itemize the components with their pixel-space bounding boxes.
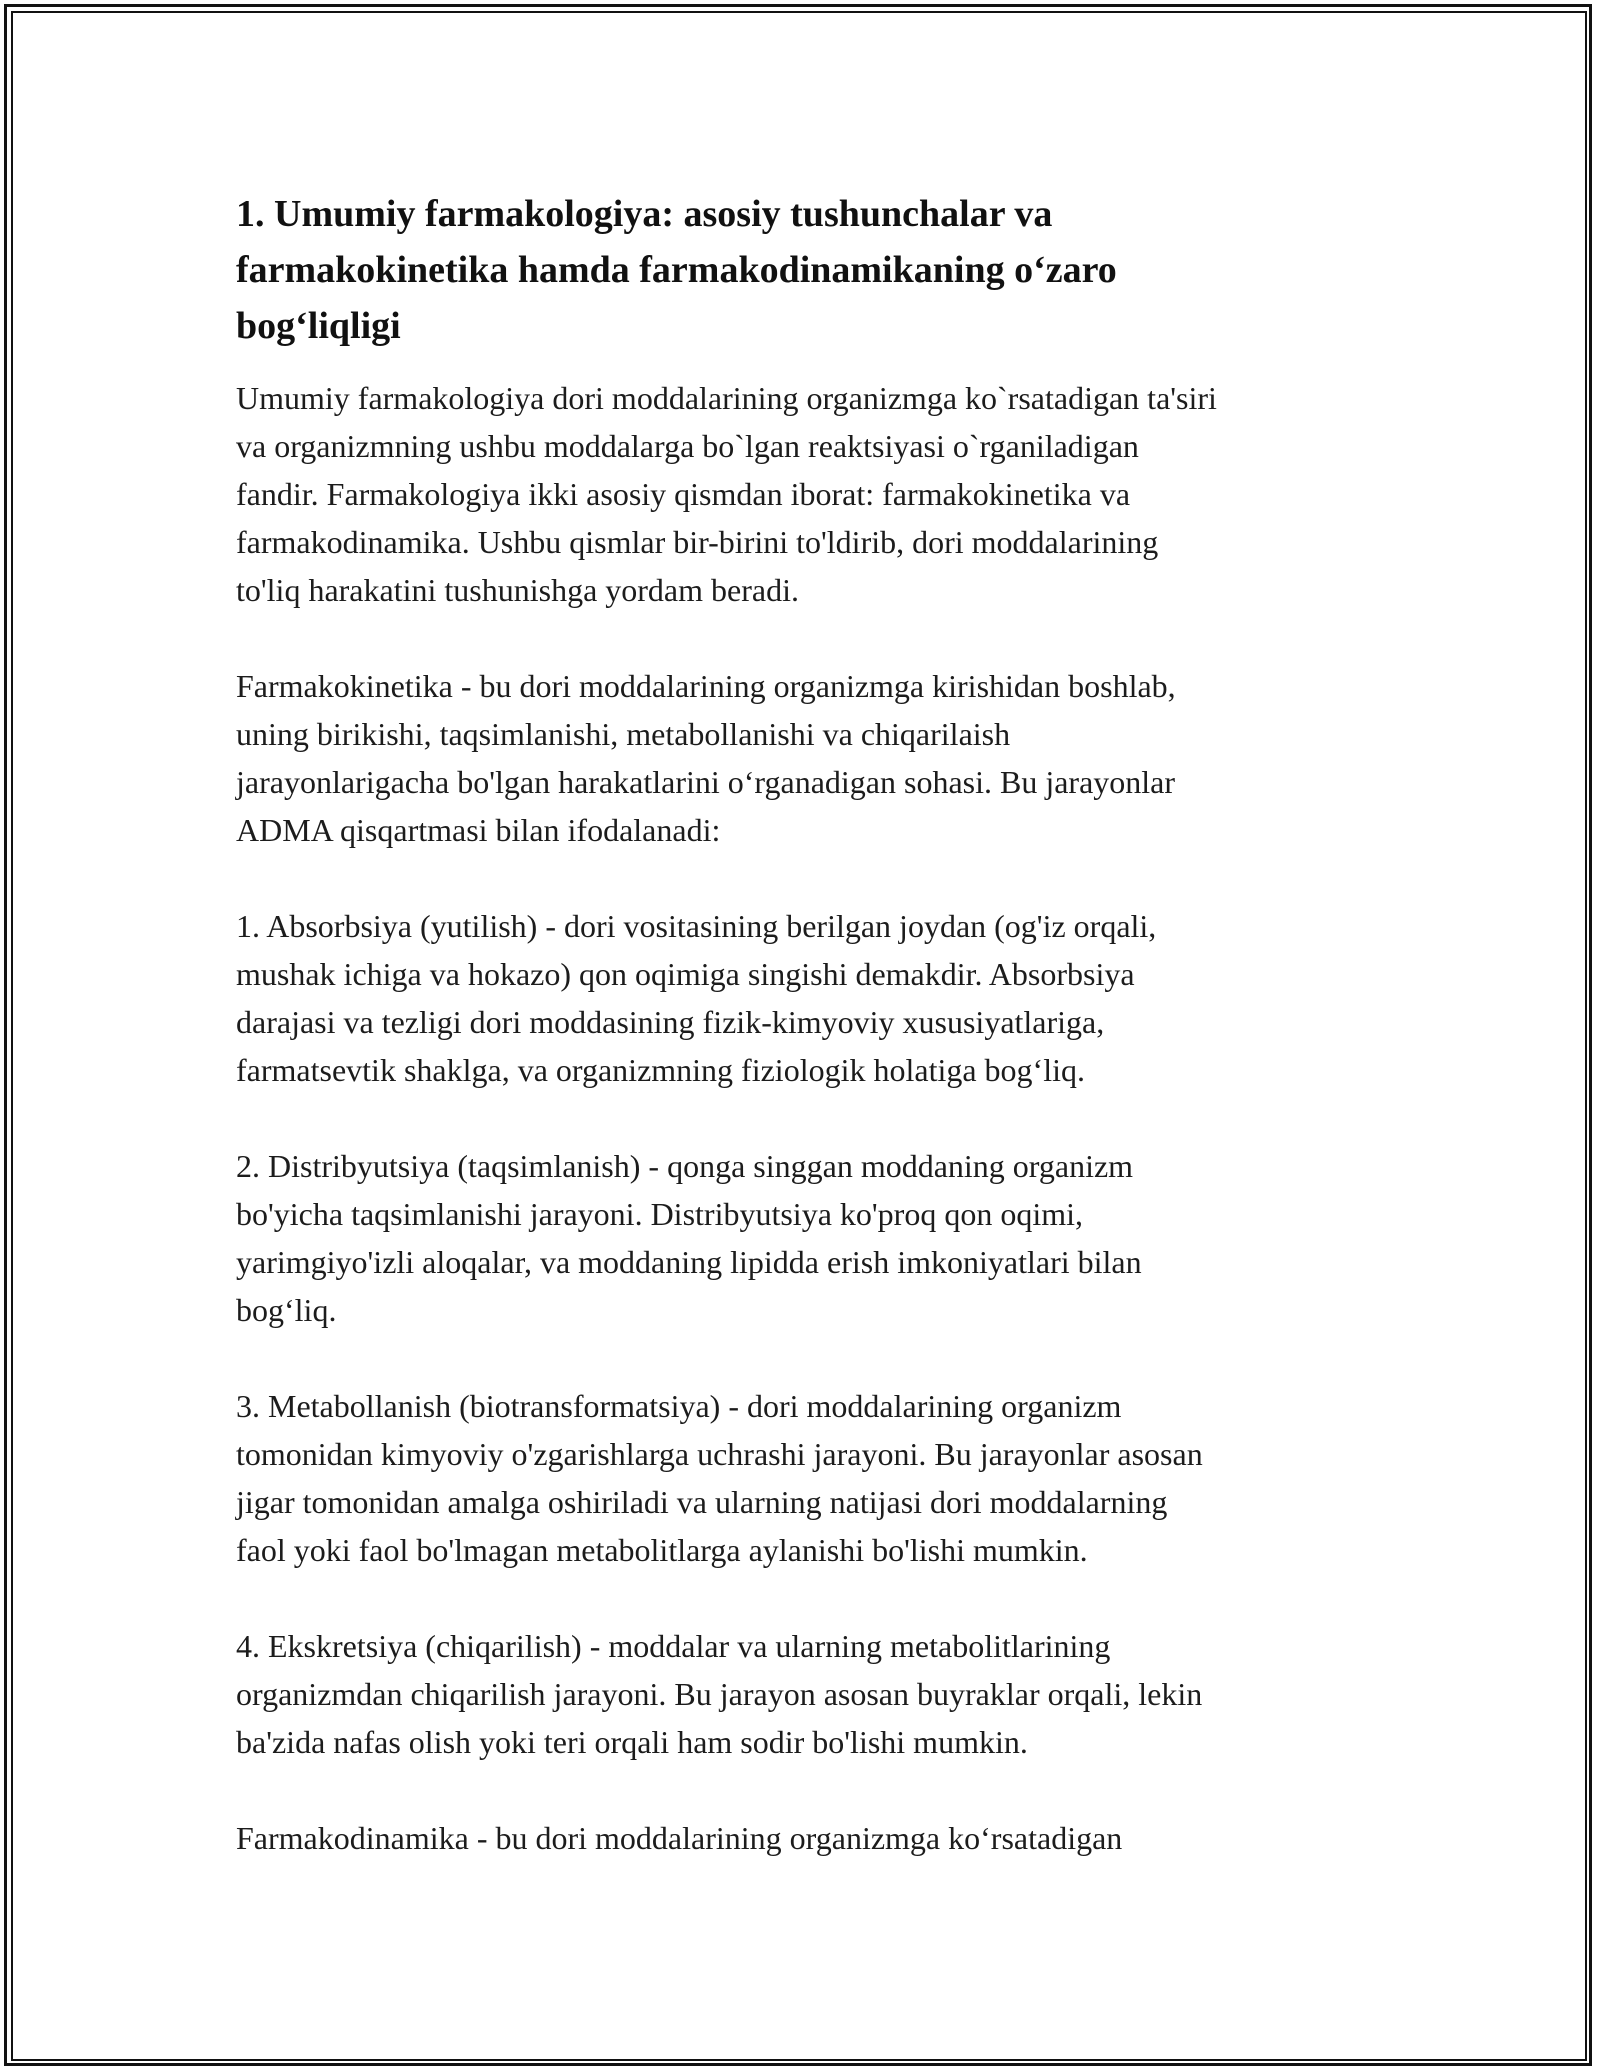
paragraph-line: tomonidan kimyoviy o'zgarishlarga uchrashi jarayoni. Bu jarayonlar asosan (236, 1436, 1203, 1472)
paragraph-line: yarimgiyo'izli aloqalar, va moddaning lipidda erish imkoniyatlari bilan (236, 1244, 1142, 1280)
paragraph-line: darajasi va tezligi dori moddasining fizik-kimyoviy xususiyatlariga, (236, 1004, 1105, 1040)
paragraph-line: ADMA qisqartmasi bilan ifodalanadi: (236, 812, 721, 848)
paragraph-line: jarayonlarigacha bo'lgan harakatlarini o‘rganadigan sohasi. Bu jarayonlar (236, 764, 1176, 800)
paragraph-line: uning birikishi, taqsimlanishi, metabollanishi va chiqarilaish (236, 716, 1011, 752)
paragraph-line: jigar tomonidan amalga oshiriladi va ularning natijasi dori moddalarning (236, 1484, 1168, 1520)
paragraph-line: 1. Absorbsiya (yutilish) - dori vositasining berilgan joydan (og'iz orqali, (236, 908, 1157, 944)
paragraph-intro (236, 374, 1366, 614)
paragraph-line: 3. Metabollanish (biotransformatsiya) - dori moddalarining organizm (236, 1388, 1122, 1424)
paragraph-line: fandir. Farmakologiya ikki asosiy qismdan iborat: farmakokinetika va (236, 476, 1131, 512)
paragraph-line: bo'yicha taqsimlanishi jarayoni. Distribyutsiya ko'proq qon oqimi, (236, 1196, 1083, 1232)
paragraph-distribution (236, 1142, 1366, 1334)
paragraph-line: organizmdan chiqarilish jarayoni. Bu jarayon asosan buyraklar orqali, lekin (236, 1676, 1203, 1712)
paragraph-line: 4. Ekskretsiya (chiqarilish) - moddalar va ularning metabolitlarining (236, 1628, 1111, 1664)
paragraph-line: farmakodinamika. Ushbu qismlar bir-birini to'ldirib, dori moddalarining (236, 524, 1159, 560)
title-line: farmakokinetika hamda farmakodinamikaning o‘zaro (236, 249, 1117, 291)
paragraph-line: bog‘liq. (236, 1292, 337, 1328)
paragraph-line: Umumiy farmakologiya dori moddalarining organizmga ko`rsatadigan ta'siri (236, 380, 1217, 416)
paragraph-line: 2. Distribyutsiya (taqsimlanish) - qonga singgan moddaning organizm (236, 1148, 1134, 1184)
paragraph-pharmacokinetics (236, 662, 1366, 854)
title-line: bog‘liqligi (236, 305, 401, 347)
paragraph-line: mushak ichiga va hokazo) qon oqimiga singishi demakdir. Absorbsiya (236, 956, 1135, 992)
page-title (236, 186, 1366, 354)
paragraph-pharmacodynamics (236, 1814, 1366, 1862)
paragraph-line: va organizmning ushbu moddalarga bo`lgan reaktsiyasi o`rganiladigan (236, 428, 1139, 464)
paragraph-line: Farmakodinamika - bu dori moddalarining organizmga ko‘rsatadigan (236, 1820, 1123, 1856)
paragraph-line: farmatsevtik shaklga, va organizmning fiziologik holatiga bog‘liq. (236, 1052, 1085, 1088)
paragraph-line: to'liq harakatini tushunishga yordam beradi. (236, 572, 799, 608)
paragraph-line: Farmakokinetika - bu dori moddalarining organizmga kirishidan boshlab, (236, 668, 1176, 704)
title-line: 1. Umumiy farmakologiya: asosiy tushunchalar va (236, 193, 1053, 235)
document-body (236, 186, 1366, 1910)
paragraph-line: faol yoki faol bo'lmagan metabolitlarga aylanishi bo'lishi mumkin. (236, 1532, 1088, 1568)
paragraph-line: ba'zida nafas olish yoki teri orqali ham sodir bo'lishi mumkin. (236, 1724, 1028, 1760)
paragraph-absorption (236, 902, 1366, 1094)
paragraph-metabolism (236, 1382, 1366, 1574)
paragraph-excretion (236, 1622, 1366, 1766)
